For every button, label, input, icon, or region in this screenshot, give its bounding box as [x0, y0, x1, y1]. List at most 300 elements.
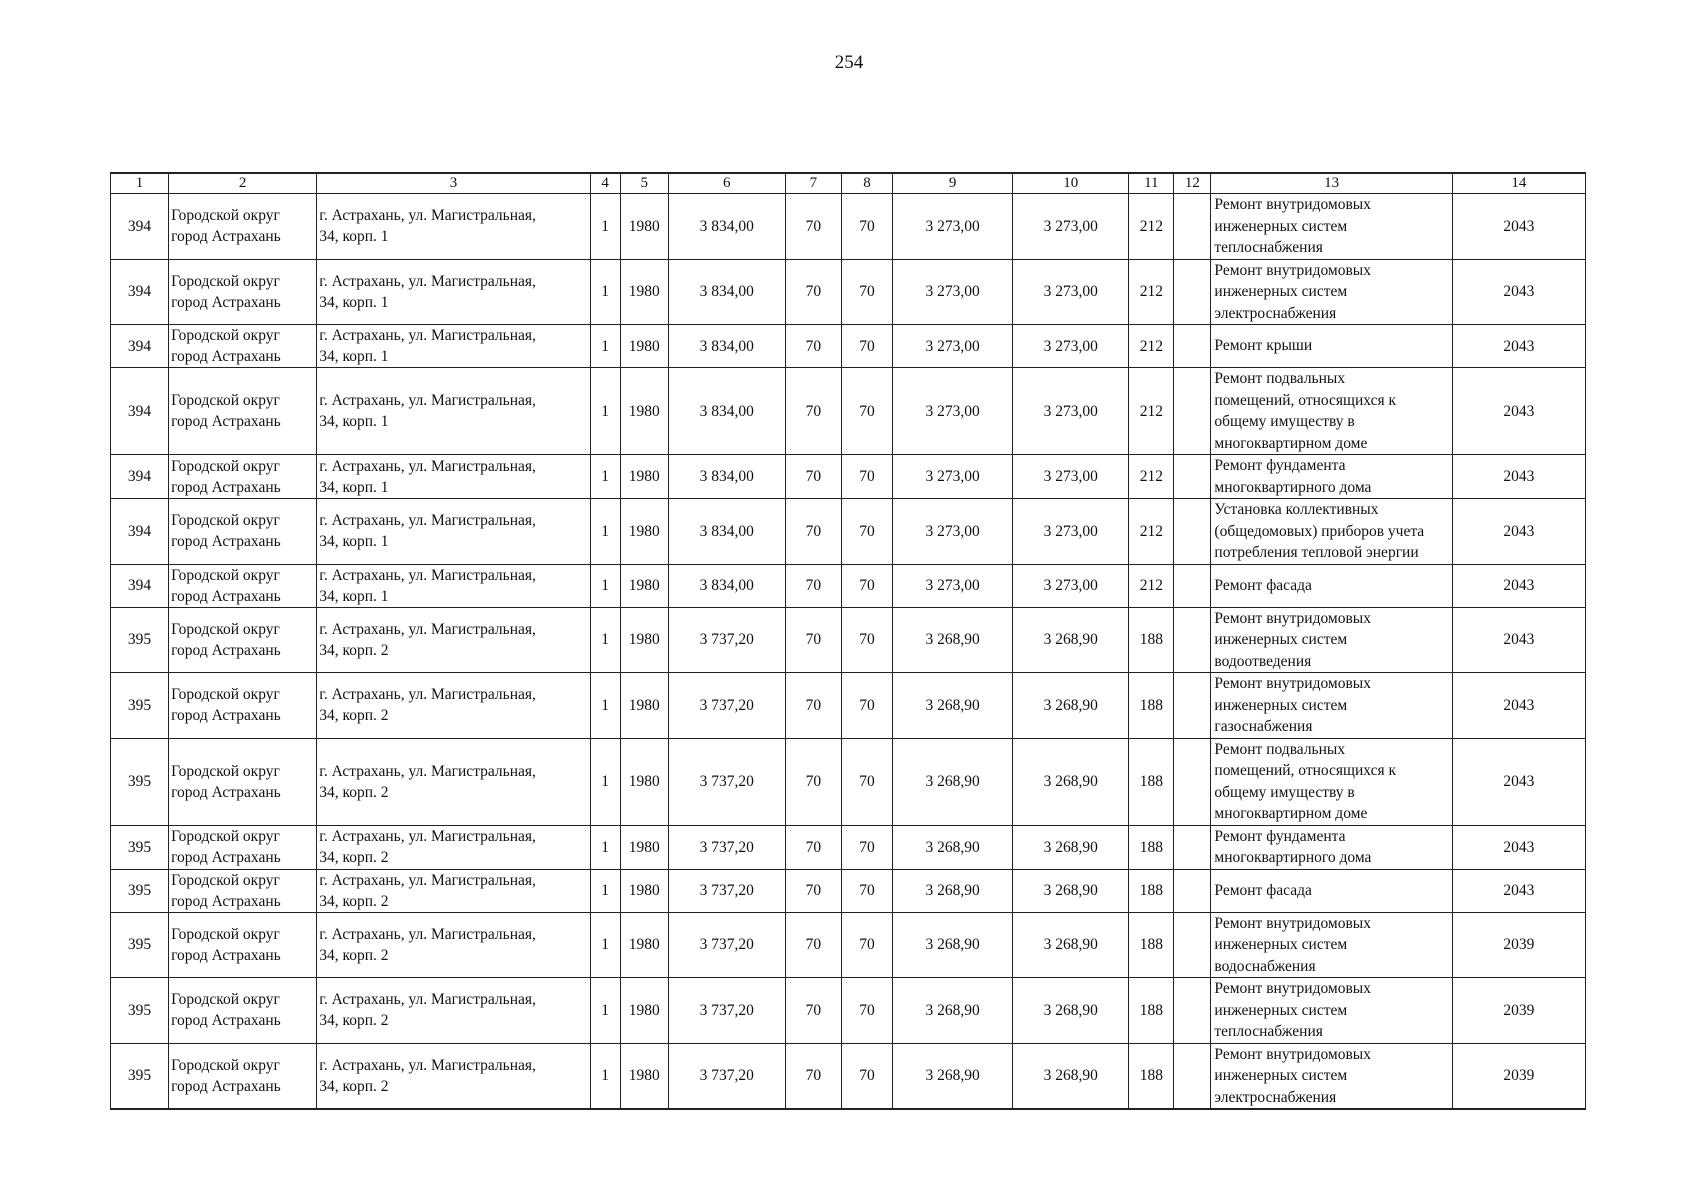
year-cell: 1980 [620, 738, 668, 825]
address-cell-line: г. Астрахань, ул. Магистральная, [319, 457, 536, 475]
column-8-cell: 70 [841, 259, 892, 325]
work-type-cell-line: Ремонт внутридомовых [1214, 609, 1371, 627]
municipality-cell-line: Городской округ [171, 620, 280, 638]
column-header: 13 [1211, 173, 1452, 194]
address-cell-line: 34, корп. 2 [319, 946, 389, 964]
total-area-cell: 3 737,20 [668, 825, 785, 869]
work-type-cell [1211, 1043, 1452, 1109]
total-area-cell: 3 737,20 [668, 607, 785, 673]
column-header: 14 [1452, 173, 1585, 194]
column-8-cell: 70 [841, 912, 892, 978]
planned-year-cell: 2043 [1452, 869, 1585, 912]
work-type-cell-line: газоснабжения [1214, 718, 1313, 735]
table-row [111, 825, 1586, 869]
total-area-cell: 3 737,20 [668, 978, 785, 1044]
address-cell-line: г. Астрахань, ул. Магистральная, [319, 512, 536, 530]
planned-year-cell: 2039 [1452, 912, 1585, 978]
work-type-cell-line: электроснабжения [1214, 304, 1337, 322]
year-cell: 1980 [620, 869, 668, 912]
total-area-cell: 3 834,00 [668, 564, 785, 607]
address-cell-line: г. Астрахань, ул. Магистральная, [319, 566, 536, 584]
work-type-cell-line: водоотведения [1214, 652, 1312, 670]
work-type-cell-line: инженерных систем [1214, 1001, 1348, 1019]
address-cell-line: г. Астрахань, ул. Магистральная, [319, 925, 536, 943]
work-type-cell [1211, 259, 1452, 325]
residential-area-cell: 3 268,90 [1013, 738, 1129, 825]
planned-year-cell: 2043 [1452, 673, 1585, 739]
work-type-cell-line: многоквартирного дома [1214, 478, 1372, 496]
residents-cell: 212 [1129, 499, 1174, 565]
column-12-cell [1174, 325, 1211, 368]
address-cell-line: 34, корп. 1 [319, 587, 389, 605]
municipality-cell [169, 738, 317, 825]
address-cell-line: 34, корп. 2 [319, 849, 389, 866]
residential-area-cell: 3 268,90 [1013, 912, 1129, 978]
column-8-cell: 70 [841, 499, 892, 565]
municipality-cell-line: город Астрахань [171, 1012, 281, 1030]
work-type-cell-line: инженерных систем [1214, 1067, 1348, 1084]
residential-area-cell: 3 268,90 [1013, 978, 1129, 1044]
municipality-cell-line: город Астрахань [171, 641, 281, 659]
table-row [111, 738, 1586, 825]
residents-cell: 212 [1129, 564, 1174, 607]
column-7-cell: 70 [785, 259, 841, 325]
year-cell: 1980 [620, 825, 668, 869]
year-cell: 1980 [620, 368, 668, 455]
municipality-cell-line: Городской округ [171, 925, 280, 943]
work-type-cell [1211, 455, 1452, 499]
year-cell: 1980 [620, 499, 668, 565]
column-12-cell [1174, 259, 1211, 325]
municipality-cell-line: Городской округ [171, 1056, 280, 1074]
work-type-cell-line: Ремонт фундамента [1214, 457, 1346, 474]
work-type-cell-line: инженерных систем [1214, 283, 1348, 300]
table-row [111, 978, 1586, 1044]
total-area-cell: 3 834,00 [668, 325, 785, 368]
year-cell: 1980 [620, 194, 668, 260]
address-cell [317, 825, 590, 869]
area-cell: 3 273,00 [893, 455, 1013, 499]
row-number-cell: 394 [111, 368, 169, 455]
column-4-cell: 1 [590, 325, 620, 368]
table-row [111, 607, 1586, 673]
row-number-cell: 394 [111, 259, 169, 325]
address-cell-line: 34, корп. 2 [319, 892, 389, 910]
residential-area-cell: 3 273,00 [1013, 499, 1129, 565]
year-cell: 1980 [620, 912, 668, 978]
municipality-cell [169, 499, 317, 565]
year-cell: 1980 [620, 564, 668, 607]
municipality-cell-line: город Астрахань [171, 413, 281, 430]
municipality-cell-line: город Астрахань [171, 293, 281, 311]
planned-year-cell: 2043 [1452, 564, 1585, 607]
work-type-cell-line: общему имуществу в [1214, 783, 1355, 801]
area-cell: 3 273,00 [893, 194, 1013, 260]
address-cell [317, 1043, 590, 1109]
municipality-cell-line: город Астрахань [171, 783, 281, 801]
work-type-cell-line: Ремонт внутридомовых [1214, 196, 1371, 213]
address-cell-line: 34, корп. 1 [319, 413, 389, 430]
table-header [111, 173, 1586, 194]
column-7-cell: 70 [785, 869, 841, 912]
work-type-cell-line: инженерных систем [1214, 936, 1348, 953]
column-4-cell: 1 [590, 738, 620, 825]
table-row [111, 564, 1586, 607]
address-cell-line: г. Астрахань, ул. Магистральная, [319, 686, 536, 704]
total-area-cell: 3 737,20 [668, 912, 785, 978]
address-cell-line: г. Астрахань, ул. Магистральная, [319, 762, 536, 780]
work-type-cell-line: общему имуществу в [1214, 413, 1355, 430]
table-row [111, 869, 1586, 912]
column-header: 6 [668, 173, 785, 194]
address-cell-line: 34, корп. 2 [319, 1077, 389, 1095]
municipality-cell [169, 912, 317, 978]
table-row [111, 368, 1586, 455]
column-12-cell [1174, 825, 1211, 869]
total-area-cell: 3 737,20 [668, 673, 785, 739]
residents-cell: 212 [1129, 455, 1174, 499]
work-type-cell-line: водоснабжения [1214, 957, 1316, 975]
work-type-cell [1211, 368, 1452, 455]
column-4-cell: 1 [590, 825, 620, 869]
planned-year-cell: 2043 [1452, 194, 1585, 260]
address-cell [317, 738, 590, 825]
total-area-cell: 3 834,00 [668, 259, 785, 325]
residential-area-cell: 3 273,00 [1013, 259, 1129, 325]
municipality-cell [169, 259, 317, 325]
municipality-cell-line: Городской округ [171, 686, 280, 704]
column-header: 2 [169, 173, 317, 194]
planned-year-cell: 2043 [1452, 368, 1585, 455]
municipality-cell [169, 673, 317, 739]
work-type-cell-line: (общедомовых) приборов учета [1214, 522, 1425, 540]
column-4-cell: 1 [590, 978, 620, 1044]
work-type-cell-line: Ремонт подвальных [1214, 740, 1346, 758]
work-type-cell [1211, 325, 1452, 368]
header-row [111, 173, 1586, 194]
column-7-cell: 70 [785, 673, 841, 739]
work-type-cell-line: многоквартирном доме [1214, 805, 1368, 822]
address-cell-line: 34, корп. 2 [319, 641, 389, 659]
address-cell-line: 34, корп. 1 [319, 293, 389, 311]
row-number-cell: 395 [111, 978, 169, 1044]
work-type-cell-line: электроснабжения [1214, 1088, 1337, 1106]
repair-schedule-table [110, 172, 1586, 1110]
column-4-cell: 1 [590, 564, 620, 607]
address-cell-line: г. Астрахань, ул. Магистральная, [319, 207, 536, 225]
column-header: 9 [893, 173, 1013, 194]
work-type-cell [1211, 564, 1452, 607]
work-type-cell-line: потребления тепловой энергии [1214, 544, 1419, 561]
table-body [111, 194, 1586, 1110]
address-cell [317, 325, 590, 368]
area-cell: 3 268,90 [893, 1043, 1013, 1109]
municipality-cell [169, 368, 317, 455]
work-type-cell [1211, 194, 1452, 260]
address-cell-line: 34, корп. 1 [319, 348, 389, 365]
address-cell-line: г. Астрахань, ул. Магистральная, [319, 991, 536, 1009]
address-cell-line: г. Астрахань, ул. Магистральная, [319, 1056, 536, 1074]
work-type-cell-line: теплоснабжения [1214, 239, 1323, 256]
work-type-cell-line: Ремонт внутридомовых [1214, 675, 1371, 692]
table-row [111, 1043, 1586, 1109]
area-cell: 3 273,00 [893, 325, 1013, 368]
area-cell: 3 273,00 [893, 499, 1013, 565]
municipality-cell-line: Городской округ [171, 327, 280, 344]
year-cell: 1980 [620, 978, 668, 1044]
column-header: 5 [620, 173, 668, 194]
work-type-cell-line: Установка коллективных [1214, 501, 1379, 518]
column-header: 10 [1013, 173, 1129, 194]
row-number-cell: 395 [111, 1043, 169, 1109]
municipality-cell-line: Городской округ [171, 871, 280, 889]
work-type-cell [1211, 499, 1452, 565]
address-cell-line: 34, корп. 2 [319, 707, 389, 725]
column-7-cell: 70 [785, 194, 841, 260]
table-row [111, 259, 1586, 325]
column-12-cell [1174, 368, 1211, 455]
column-7-cell: 70 [785, 455, 841, 499]
area-cell: 3 273,00 [893, 368, 1013, 455]
address-cell-line: г. Астрахань, ул. Магистральная, [319, 272, 536, 290]
total-area-cell: 3 737,20 [668, 869, 785, 912]
column-header: 8 [841, 173, 892, 194]
column-8-cell: 70 [841, 738, 892, 825]
residents-cell: 188 [1129, 978, 1174, 1044]
column-header: 7 [785, 173, 841, 194]
address-cell [317, 564, 590, 607]
column-8-cell: 70 [841, 564, 892, 607]
work-type-cell-line: Ремонт внутридомовых [1214, 980, 1371, 997]
total-area-cell: 3 834,00 [668, 368, 785, 455]
row-number-cell: 394 [111, 499, 169, 565]
work-type-cell-line: Ремонт внутридомовых [1214, 1045, 1371, 1063]
work-type-cell-line: Ремонт фасада [1214, 576, 1312, 594]
area-cell: 3 268,90 [893, 673, 1013, 739]
column-7-cell: 70 [785, 325, 841, 368]
column-4-cell: 1 [590, 1043, 620, 1109]
work-type-cell [1211, 607, 1452, 673]
column-7-cell: 70 [785, 499, 841, 565]
address-cell [317, 607, 590, 673]
total-area-cell: 3 834,00 [668, 194, 785, 260]
work-type-cell [1211, 912, 1452, 978]
column-header: 1 [111, 173, 169, 194]
year-cell: 1980 [620, 325, 668, 368]
table-row [111, 912, 1586, 978]
column-7-cell: 70 [785, 738, 841, 825]
column-4-cell: 1 [590, 259, 620, 325]
column-header: 3 [317, 173, 590, 194]
table-row [111, 455, 1586, 499]
column-12-cell [1174, 607, 1211, 673]
municipality-cell-line: город Астрахань [171, 478, 281, 496]
column-8-cell: 70 [841, 368, 892, 455]
area-cell: 3 273,00 [893, 564, 1013, 607]
work-type-cell-line: Ремонт фасада [1214, 881, 1312, 899]
municipality-cell-line: город Астрахань [171, 348, 281, 365]
municipality-cell [169, 825, 317, 869]
year-cell: 1980 [620, 673, 668, 739]
municipality-cell [169, 455, 317, 499]
address-cell [317, 912, 590, 978]
residential-area-cell: 3 273,00 [1013, 368, 1129, 455]
row-number-cell: 395 [111, 673, 169, 739]
row-number-cell: 395 [111, 825, 169, 869]
column-4-cell: 1 [590, 912, 620, 978]
row-number-cell: 395 [111, 869, 169, 912]
municipality-cell-line: город Астрахань [171, 892, 281, 910]
municipality-cell [169, 607, 317, 673]
address-cell-line: 34, корп. 2 [319, 1012, 389, 1030]
municipality-cell-line: Городской округ [171, 762, 280, 780]
residents-cell: 212 [1129, 194, 1174, 260]
municipality-cell-line: город Астрахань [171, 1077, 281, 1095]
residents-cell: 212 [1129, 325, 1174, 368]
work-type-cell [1211, 738, 1452, 825]
column-12-cell [1174, 738, 1211, 825]
column-4-cell: 1 [590, 194, 620, 260]
column-4-cell: 1 [590, 869, 620, 912]
planned-year-cell: 2043 [1452, 499, 1585, 565]
residential-area-cell: 3 268,90 [1013, 607, 1129, 673]
column-header: 4 [590, 173, 620, 194]
column-4-cell: 1 [590, 455, 620, 499]
address-cell-line: 34, корп. 2 [319, 783, 389, 801]
row-number-cell: 394 [111, 455, 169, 499]
residents-cell: 188 [1129, 1043, 1174, 1109]
column-12-cell [1174, 564, 1211, 607]
planned-year-cell: 2039 [1452, 1043, 1585, 1109]
residential-area-cell: 3 273,00 [1013, 564, 1129, 607]
column-7-cell: 70 [785, 607, 841, 673]
planned-year-cell: 2043 [1452, 738, 1585, 825]
total-area-cell: 3 737,20 [668, 1043, 785, 1109]
total-area-cell: 3 737,20 [668, 738, 785, 825]
row-number-cell: 395 [111, 912, 169, 978]
area-cell: 3 268,90 [893, 978, 1013, 1044]
page-number: 254 [834, 52, 864, 73]
address-cell [317, 869, 590, 912]
municipality-cell [169, 1043, 317, 1109]
address-cell [317, 499, 590, 565]
work-type-cell-line: инженерных систем [1214, 217, 1348, 235]
address-cell-line: 34, корп. 1 [319, 228, 389, 246]
column-8-cell: 70 [841, 455, 892, 499]
area-cell: 3 268,90 [893, 825, 1013, 869]
row-number-cell: 394 [111, 325, 169, 368]
work-type-cell-line: теплоснабжения [1214, 1023, 1323, 1040]
address-cell-line: г. Астрахань, ул. Магистральная, [319, 871, 536, 889]
column-7-cell: 70 [785, 978, 841, 1044]
column-4-cell: 1 [590, 499, 620, 565]
residential-area-cell: 3 273,00 [1013, 194, 1129, 260]
work-type-cell-line: помещений, относящихся к [1214, 762, 1397, 779]
area-cell: 3 268,90 [893, 869, 1013, 912]
municipality-cell-line: Городской округ [171, 828, 280, 845]
column-8-cell: 70 [841, 825, 892, 869]
residents-cell: 188 [1129, 673, 1174, 739]
work-type-cell-line: помещений, относящихся к [1214, 391, 1397, 409]
address-cell-line: 34, корп. 1 [319, 533, 389, 551]
municipality-cell-line: город Астрахань [171, 228, 281, 246]
municipality-cell [169, 869, 317, 912]
work-type-cell-line: Ремонт крыши [1214, 337, 1313, 355]
column-8-cell: 70 [841, 325, 892, 368]
work-type-cell-line: Ремонт внутридомовых [1214, 914, 1371, 932]
total-area-cell: 3 834,00 [668, 499, 785, 565]
planned-year-cell: 2043 [1452, 259, 1585, 325]
residential-area-cell: 3 268,90 [1013, 825, 1129, 869]
table-row [111, 499, 1586, 565]
column-12-cell [1174, 455, 1211, 499]
residents-cell: 212 [1129, 259, 1174, 325]
column-8-cell: 70 [841, 1043, 892, 1109]
work-type-cell [1211, 869, 1452, 912]
address-cell [317, 455, 590, 499]
municipality-cell-line: Городской округ [171, 392, 280, 409]
address-cell [317, 259, 590, 325]
municipality-cell-line: город Астрахань [171, 533, 281, 551]
municipality-cell [169, 978, 317, 1044]
planned-year-cell: 2043 [1452, 607, 1585, 673]
column-7-cell: 70 [785, 1043, 841, 1109]
column-8-cell: 70 [841, 194, 892, 260]
column-12-cell [1174, 869, 1211, 912]
address-cell [317, 368, 590, 455]
table-row [111, 194, 1586, 260]
residents-cell: 212 [1129, 368, 1174, 455]
planned-year-cell: 2039 [1452, 978, 1585, 1044]
column-8-cell: 70 [841, 869, 892, 912]
column-4-cell: 1 [590, 673, 620, 739]
municipality-cell-line: город Астрахань [171, 707, 281, 725]
residential-area-cell: 3 268,90 [1013, 1043, 1129, 1109]
column-7-cell: 70 [785, 368, 841, 455]
area-cell: 3 268,90 [893, 738, 1013, 825]
address-cell [317, 978, 590, 1044]
municipality-cell-line: город Астрахань [171, 849, 281, 866]
work-type-cell-line: многоквартирного дома [1214, 849, 1372, 866]
address-cell [317, 673, 590, 739]
column-7-cell: 70 [785, 825, 841, 869]
municipality-cell-line: Городской округ [171, 566, 280, 584]
area-cell: 3 268,90 [893, 607, 1013, 673]
municipality-cell-line: Городской округ [171, 207, 280, 225]
residential-area-cell: 3 273,00 [1013, 325, 1129, 368]
municipality-cell-line: Городской округ [171, 272, 280, 290]
municipality-cell [169, 564, 317, 607]
year-cell: 1980 [620, 455, 668, 499]
municipality-cell-line: город Астрахань [171, 587, 281, 605]
area-cell: 3 273,00 [893, 259, 1013, 325]
year-cell: 1980 [620, 259, 668, 325]
address-cell-line: г. Астрахань, ул. Магистральная, [319, 620, 536, 638]
column-header: 11 [1129, 173, 1174, 194]
table-row [111, 673, 1586, 739]
area-cell: 3 268,90 [893, 912, 1013, 978]
municipality-cell-line: Городской округ [171, 991, 280, 1009]
table-row [111, 325, 1586, 368]
work-type-cell-line: инженерных систем [1214, 696, 1348, 714]
column-12-cell [1174, 499, 1211, 565]
column-12-cell [1174, 194, 1211, 260]
work-type-cell [1211, 673, 1452, 739]
residents-cell: 188 [1129, 825, 1174, 869]
column-7-cell: 70 [785, 564, 841, 607]
residents-cell: 188 [1129, 607, 1174, 673]
planned-year-cell: 2043 [1452, 325, 1585, 368]
